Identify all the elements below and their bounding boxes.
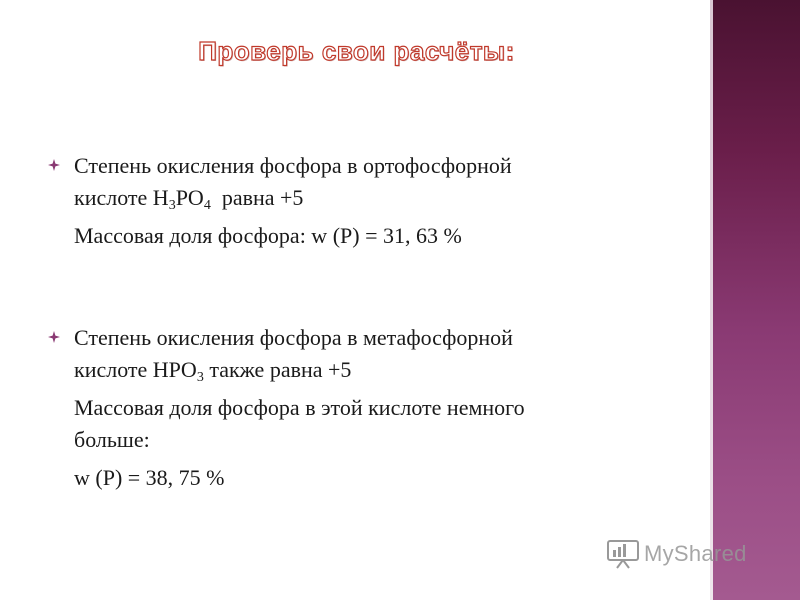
bullet-item-orthophosphoric <box>48 150 688 252</box>
diamond-bullet-icon <box>48 331 60 343</box>
formula-text: кислоте H <box>74 185 169 210</box>
bullet-text-line: Степень окисления фосфора в метафосфорной <box>74 325 513 350</box>
watermark <box>606 537 747 571</box>
mass-fraction-line: Массовая доля фосфора в этой кислоте немного <box>74 395 525 420</box>
mass-fraction-value: w (P) = 38, 75 % <box>74 465 225 490</box>
formula-line <box>74 182 688 214</box>
decorative-sidebar <box>713 0 800 600</box>
formula-text: кислоте HPO <box>74 357 197 382</box>
slide-title: Проверь свои расчёты: <box>198 36 515 66</box>
formula-line <box>74 354 688 386</box>
formula-text: равна +5 <box>210 185 304 210</box>
slide-content <box>48 150 688 494</box>
formula-text: PO <box>175 185 204 210</box>
subscript: 4 <box>203 198 211 213</box>
subscript: 3 <box>196 370 204 385</box>
presentation-board-icon <box>606 538 640 570</box>
bullet-text-line: Степень окисления фосфора в ортофосфорной <box>74 153 512 178</box>
mass-fraction-line: больше: <box>74 427 150 452</box>
diamond-bullet-icon <box>48 159 60 171</box>
bullet-item-metaphosphoric <box>48 322 688 494</box>
mass-fraction-line: Массовая доля фосфора: w (P) = 31, 63 % <box>74 223 462 248</box>
formula-text: также равна +5 <box>203 357 352 382</box>
watermark-text: MyShared <box>644 541 747 566</box>
subscript: 3 <box>168 198 176 213</box>
